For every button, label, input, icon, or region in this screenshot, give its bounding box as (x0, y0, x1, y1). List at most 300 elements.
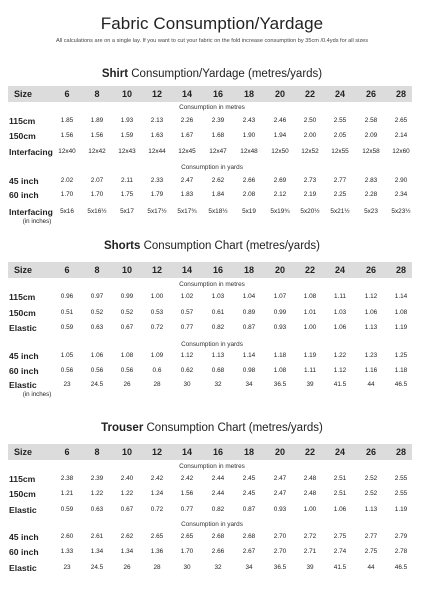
row-label-text: 45 inch (9, 176, 39, 186)
metres-value-cell: 0.87 (242, 506, 256, 513)
yards-value-cell: 2.75 (364, 548, 378, 555)
row-label-text: Interfacing (9, 147, 53, 157)
metres-value-cell: 0.97 (90, 293, 104, 300)
metres-value-cell: 1.04 (242, 293, 256, 300)
section-title-rest: Consumption Chart (metres/yards) (140, 240, 320, 252)
size-header-cell: 6 (64, 265, 70, 275)
yards-value-cell: 34 (245, 564, 253, 571)
yards-value-cell: 1.16 (364, 367, 378, 374)
size-header-cell: 12 (151, 265, 162, 275)
size-header-cell: 24 (334, 265, 345, 275)
size-header-cell: 18 (243, 265, 254, 275)
yards-value-cell: 1.18 (273, 352, 287, 359)
yards-value-cell: 1.13 (211, 352, 225, 359)
metres-value-cell: 2.55 (394, 490, 408, 497)
row-label-text: 60 inch (9, 190, 39, 200)
size-header-label: Size (14, 89, 33, 99)
yards-value-cell: 23 (63, 381, 71, 388)
size-header-cell: 24 (334, 89, 345, 99)
metres-value-cell: 0.63 (90, 506, 104, 513)
yards-value-cell: 26 (123, 564, 131, 571)
metres-value-cell: 2.48 (303, 475, 317, 482)
size-header-cell: 16 (212, 265, 223, 275)
metres-value-cell: 0.93 (273, 324, 287, 331)
yards-value-cell: 2.12 (273, 191, 287, 198)
metres-value-cell: 1.12 (364, 293, 378, 300)
metres-value-cell: 12x45 (178, 148, 196, 155)
metres-value-cell: 2.09 (364, 132, 378, 139)
section-title (0, 422, 424, 434)
metres-value-cell: 1.93 (120, 117, 134, 124)
metres-value-cell: 12x52 (301, 148, 319, 155)
size-header-cell: 14 (181, 447, 192, 457)
metres-row-label (9, 474, 35, 484)
metres-value-cell: 1.00 (150, 293, 164, 300)
metres-value-cell: 2.05 (333, 132, 347, 139)
size-header-label: Size (14, 265, 33, 275)
size-header-cell: 8 (94, 89, 100, 99)
metres-row-label (9, 308, 36, 318)
size-header-cell: 20 (274, 89, 285, 99)
yards-value-cell: 1.79 (150, 191, 164, 198)
metres-value-cell: 2.46 (273, 117, 287, 124)
metres-value-cell: 1.67 (180, 132, 194, 139)
fold-note: All calculations are on a single lay. If you want to cut your fabric on the fold increase consumption by 35cm /0.4yds for all sizes (55, 38, 369, 44)
yards-value-cell: 2.28 (364, 191, 378, 198)
metres-row-label (9, 505, 37, 515)
yards-value-cell: 1.70 (90, 191, 104, 198)
yards-row-label (9, 176, 39, 186)
yards-value-cell: 2.65 (150, 533, 164, 540)
metres-value-cell: 0.93 (273, 506, 287, 513)
yards-row-label (9, 547, 39, 557)
yards-value-cell: 2.68 (211, 533, 225, 540)
metres-value-cell: 2.51 (333, 475, 347, 482)
yards-value-cell: 46.5 (394, 564, 408, 571)
metres-value-cell: 2.52 (364, 490, 378, 497)
metres-value-cell: 1.19 (394, 506, 408, 513)
metres-value-cell: 0.59 (60, 324, 74, 331)
metres-value-cell: 0.57 (180, 309, 194, 316)
yards-caption: Consumption in yards (181, 521, 243, 528)
size-header-cell: 26 (365, 265, 376, 275)
size-header-cell: 14 (181, 265, 192, 275)
metres-value-cell: 1.00 (303, 506, 317, 513)
yards-value-cell: 23 (63, 564, 71, 571)
metres-value-cell: 1.14 (394, 293, 408, 300)
yards-value-cell: 1.22 (333, 352, 347, 359)
size-header-cell: 18 (243, 89, 254, 99)
yards-value-cell: 5x16½ (87, 208, 107, 215)
yards-value-cell: 30 (183, 564, 191, 571)
yards-value-cell: 0.56 (120, 367, 134, 374)
size-header-cell: 14 (181, 89, 192, 99)
row-label-text: Elastic (9, 563, 37, 573)
yards-value-cell: 5x21½ (330, 208, 350, 215)
metres-value-cell: 2.44 (211, 490, 225, 497)
yards-value-cell: 1.18 (394, 367, 408, 374)
metres-row-label (9, 323, 37, 333)
yards-value-cell: 2.62 (211, 177, 225, 184)
metres-value-cell: 2.47 (273, 490, 287, 497)
metres-value-cell: 2.14 (394, 132, 408, 139)
section-title-bold: Shorts (103, 240, 141, 252)
metres-value-cell: 2.38 (60, 475, 74, 482)
metres-value-cell: 0.99 (120, 293, 134, 300)
yards-value-cell: 5x19 (242, 208, 256, 215)
yards-value-cell: 2.90 (394, 177, 408, 184)
metres-value-cell: 12x44 (148, 148, 166, 155)
yards-value-cell: 32 (214, 564, 222, 571)
metres-value-cell: 2.13 (150, 117, 164, 124)
metres-value-cell: 2.39 (211, 117, 225, 124)
metres-value-cell: 2.52 (364, 475, 378, 482)
yards-value-cell: 2.47 (180, 177, 194, 184)
metres-value-cell: 2.47 (273, 475, 287, 482)
metres-value-cell: 2.55 (333, 117, 347, 124)
metres-value-cell: 1.13 (364, 324, 378, 331)
yards-value-cell: 2.70 (273, 533, 287, 540)
metres-value-cell: 2.43 (242, 117, 256, 124)
metres-value-cell: 2.58 (364, 117, 378, 124)
metres-row-label (9, 131, 36, 141)
metres-value-cell: 1.59 (120, 132, 134, 139)
yards-value-cell: 1.70 (180, 548, 194, 555)
metres-value-cell: 1.06 (333, 324, 347, 331)
yards-row-label (9, 563, 37, 573)
metres-value-cell: 0.61 (211, 309, 225, 316)
yards-value-cell: 1.09 (150, 352, 164, 359)
metres-value-cell: 0.52 (120, 309, 134, 316)
metres-value-cell: 0.52 (90, 309, 104, 316)
yards-value-cell: 5x17¾ (177, 208, 197, 215)
metres-value-cell: 1.06 (333, 506, 347, 513)
yards-value-cell: 2.73 (303, 177, 317, 184)
yards-value-cell: 34 (245, 381, 253, 388)
metres-value-cell: 12x42 (88, 148, 106, 155)
yards-value-cell: 1.25 (394, 352, 408, 359)
metres-value-cell: 2.51 (333, 490, 347, 497)
size-header-label: Size (14, 447, 33, 457)
size-header-cell: 8 (94, 265, 100, 275)
yards-value-cell: 2.78 (394, 548, 408, 555)
size-header-cell: 26 (365, 89, 376, 99)
metres-value-cell: 2.39 (90, 475, 104, 482)
section-title-bold: Shirt (101, 68, 129, 80)
metres-value-cell: 2.45 (242, 475, 256, 482)
yards-value-cell: 41.5 (333, 381, 347, 388)
yards-value-cell: 1.34 (120, 548, 134, 555)
section-title-rest: Consumption/Yardage (metres/yards) (128, 68, 323, 80)
size-header-cell: 22 (304, 89, 315, 99)
metres-value-cell: 12x60 (392, 148, 410, 155)
metres-value-cell: 1.19 (394, 324, 408, 331)
yards-value-cell: 2.60 (60, 533, 74, 540)
yards-value-cell: 2.08 (242, 191, 256, 198)
yards-value-cell: 2.07 (90, 177, 104, 184)
metres-value-cell: 12x48 (240, 148, 258, 155)
size-header-cell: 18 (243, 447, 254, 457)
yards-value-cell: 2.02 (60, 177, 74, 184)
row-label-text: Elastic (9, 505, 37, 515)
yards-value-cell: 2.77 (333, 177, 347, 184)
yards-value-cell: 2.79 (394, 533, 408, 540)
metres-value-cell: 1.89 (90, 117, 104, 124)
metres-value-cell: 0.67 (120, 324, 134, 331)
yards-caption: Consumption in yards (181, 341, 243, 348)
metres-value-cell: 2.44 (211, 475, 225, 482)
yards-value-cell: 39 (306, 564, 314, 571)
metres-value-cell: 0.96 (60, 293, 74, 300)
size-header-cell: 6 (64, 89, 70, 99)
metres-value-cell: 1.21 (60, 490, 74, 497)
metres-caption: Consumption in metres (179, 463, 245, 470)
metres-value-cell: 1.22 (120, 490, 134, 497)
section-title (0, 68, 424, 80)
section-title-rest: Consumption Chart (metres/yards) (143, 422, 323, 434)
yards-value-cell: 24.5 (90, 381, 104, 388)
metres-value-cell: 1.08 (303, 293, 317, 300)
section-title-bold: Trouser (101, 422, 144, 434)
yards-value-cell: 2.34 (394, 191, 408, 198)
metres-value-cell: 0.59 (60, 506, 74, 513)
row-label-text: 60 inch (9, 366, 39, 376)
metres-row-label (9, 489, 36, 499)
yards-value-cell: 44 (367, 381, 375, 388)
yards-value-cell: 39 (306, 381, 314, 388)
metres-value-cell: 1.90 (242, 132, 256, 139)
size-header-cell: 26 (365, 447, 376, 457)
metres-value-cell: 1.85 (60, 117, 74, 124)
yards-value-cell: 2.33 (150, 177, 164, 184)
metres-value-cell: 1.02 (180, 293, 194, 300)
metres-value-cell: 2.65 (394, 117, 408, 124)
yards-value-cell: 5x17½ (147, 208, 167, 215)
yards-value-cell: 1.11 (304, 367, 316, 374)
metres-value-cell: 0.67 (120, 506, 134, 513)
size-header-cell: 16 (212, 89, 223, 99)
metres-value-cell: 12x58 (362, 148, 380, 155)
row-label-sub: (in inches) (22, 391, 52, 398)
metres-value-cell: 2.42 (180, 475, 194, 482)
size-header-cell: 28 (395, 89, 406, 99)
yards-value-cell: 1.34 (90, 548, 104, 555)
metres-value-cell: 2.26 (180, 117, 194, 124)
yards-value-cell: 1.12 (180, 352, 194, 359)
metres-value-cell: 2.00 (303, 132, 317, 139)
yards-value-cell: 2.71 (303, 548, 317, 555)
size-header-cell: 20 (274, 265, 285, 275)
metres-value-cell: 0.82 (211, 506, 225, 513)
metres-value-cell: 1.68 (211, 132, 225, 139)
yards-value-cell: 1.19 (303, 352, 317, 359)
metres-value-cell: 1.11 (334, 293, 346, 300)
row-label-text: 150cm (9, 489, 36, 499)
yards-value-cell: 0.56 (90, 367, 104, 374)
metres-row-label (9, 292, 35, 302)
metres-value-cell: 2.40 (120, 475, 134, 482)
metres-value-cell: 12x47 (209, 148, 227, 155)
metres-value-cell: 0.53 (150, 309, 164, 316)
metres-value-cell: 1.22 (90, 490, 104, 497)
yards-value-cell: 0.56 (60, 367, 74, 374)
yards-value-cell: 2.75 (333, 533, 347, 540)
yards-value-cell: 28 (153, 564, 161, 571)
row-label-text: 115cm (9, 116, 36, 126)
size-header-cell: 28 (395, 265, 406, 275)
size-header-cell: 20 (274, 447, 285, 457)
metres-value-cell: 0.87 (242, 324, 256, 331)
yards-value-cell: 5x19¾ (270, 208, 290, 215)
metres-row-label (9, 147, 53, 157)
size-header-cell: 12 (151, 447, 162, 457)
size-header-cell: 6 (64, 447, 70, 457)
yards-value-cell: 5x17 (120, 208, 134, 215)
yards-value-cell: 1.08 (120, 352, 134, 359)
yards-value-cell: 1.84 (211, 191, 225, 198)
yards-value-cell: 36.5 (273, 564, 287, 571)
metres-value-cell: 12x55 (331, 148, 349, 155)
size-header-cell: 10 (121, 447, 132, 457)
size-header-cell: 22 (304, 265, 315, 275)
yards-value-cell: 1.70 (60, 191, 74, 198)
yards-value-cell: 0.68 (211, 367, 225, 374)
metres-value-cell: 1.08 (394, 309, 408, 316)
yards-value-cell: 5x16 (60, 208, 74, 215)
yards-value-cell: 1.12 (333, 367, 347, 374)
row-label-sub: (in inches) (22, 218, 52, 225)
size-header-cell: 8 (94, 447, 100, 457)
size-header-row (8, 444, 412, 460)
yards-value-cell: 1.36 (150, 548, 164, 555)
yards-value-cell: 0.6 (152, 367, 162, 374)
yards-value-cell: 24.5 (90, 564, 104, 571)
metres-value-cell: 1.07 (273, 293, 287, 300)
yards-row-label (9, 532, 39, 542)
yards-value-cell: 2.83 (364, 177, 378, 184)
yards-value-cell: 2.74 (333, 548, 347, 555)
metres-value-cell: 0.63 (90, 324, 104, 331)
yards-value-cell: 44 (367, 564, 375, 571)
yards-value-cell: 2.68 (242, 533, 256, 540)
row-label-text: 115cm (9, 292, 36, 302)
size-header-cell: 10 (121, 89, 132, 99)
size-header-cell: 28 (395, 447, 406, 457)
row-label-text: 150cm (9, 131, 36, 141)
metres-value-cell: 0.82 (211, 324, 225, 331)
row-label-text: Interfacing (9, 207, 53, 217)
yards-value-cell: 5x23 (364, 208, 378, 215)
yards-value-cell: 36.5 (273, 381, 287, 388)
yards-value-cell: 5x20½ (300, 208, 320, 215)
yards-row-label (9, 366, 39, 376)
metres-value-cell: 2.42 (150, 475, 164, 482)
metres-caption: Consumption in metres (179, 104, 245, 111)
metres-value-cell: 1.56 (90, 132, 104, 139)
row-label-text: Elastic (9, 380, 37, 390)
size-header-row (8, 262, 412, 278)
row-label-text: 60 inch (9, 547, 39, 557)
yards-value-cell: 2.67 (242, 548, 256, 555)
size-header-cell: 10 (121, 265, 132, 275)
yards-value-cell: 2.66 (242, 177, 256, 184)
yards-value-cell: 1.05 (60, 352, 74, 359)
yards-value-cell: 2.19 (303, 191, 317, 198)
yards-value-cell: 1.14 (242, 352, 256, 359)
yards-value-cell: 41.5 (333, 564, 347, 571)
yards-value-cell: 1.33 (60, 548, 74, 555)
yards-value-cell: 1.06 (90, 352, 104, 359)
metres-value-cell: 1.03 (211, 293, 225, 300)
metres-value-cell: 0.72 (150, 506, 164, 513)
yards-value-cell: 5x23½ (391, 208, 411, 215)
yards-row-label (9, 190, 39, 200)
metres-value-cell: 12x40 (58, 148, 76, 155)
metres-value-cell: 0.51 (60, 309, 74, 316)
metres-value-cell: 1.06 (364, 309, 378, 316)
yards-value-cell: 2.72 (303, 533, 317, 540)
yards-value-cell: 26 (123, 381, 131, 388)
metres-value-cell: 0.72 (150, 324, 164, 331)
row-label-text: 115cm (9, 474, 36, 484)
metres-value-cell: 1.00 (303, 324, 317, 331)
size-header-cell: 24 (334, 447, 345, 457)
metres-value-cell: 0.77 (180, 324, 194, 331)
yards-value-cell: 0.62 (180, 367, 194, 374)
page-title: Fabric Consumption/Yardage (100, 14, 324, 33)
metres-value-cell: 0.99 (273, 309, 287, 316)
yards-value-cell: 1.83 (180, 191, 194, 198)
metres-value-cell: 1.94 (273, 132, 287, 139)
metres-value-cell: 2.55 (394, 475, 408, 482)
size-header-cell: 16 (212, 447, 223, 457)
yards-value-cell: 0.98 (242, 367, 256, 374)
yards-value-cell: 46.5 (394, 381, 408, 388)
metres-value-cell: 12x43 (118, 148, 136, 155)
yards-value-cell: 30 (183, 381, 191, 388)
yards-value-cell: 2.25 (333, 191, 347, 198)
metres-value-cell: 1.01 (303, 309, 317, 316)
yards-value-cell: 2.61 (90, 533, 104, 540)
metres-value-cell: 2.50 (303, 117, 317, 124)
size-header-cell: 22 (304, 447, 315, 457)
yards-value-cell: 1.08 (273, 367, 287, 374)
metres-value-cell: 2.48 (303, 490, 317, 497)
row-label-text: Elastic (9, 323, 37, 333)
yards-value-cell: 2.66 (211, 548, 225, 555)
section-title (0, 240, 424, 252)
metres-row-label (9, 116, 35, 126)
yards-value-cell: 2.62 (120, 533, 134, 540)
yards-value-cell: 1.75 (120, 191, 134, 198)
yards-value-cell: 2.11 (121, 177, 133, 184)
yards-value-cell: 32 (214, 381, 222, 388)
yards-value-cell: 2.70 (273, 548, 287, 555)
metres-value-cell: 1.63 (150, 132, 164, 139)
metres-value-cell: 1.56 (60, 132, 74, 139)
metres-value-cell: 12x50 (271, 148, 289, 155)
row-label-text: 150cm (9, 308, 36, 318)
row-label-text: 45 inch (9, 351, 39, 361)
yards-value-cell: 1.23 (364, 352, 378, 359)
yards-value-cell: 2.65 (180, 533, 194, 540)
yards-row-label (9, 351, 39, 361)
metres-value-cell: 0.89 (242, 309, 256, 316)
row-label-text: 45 inch (9, 532, 39, 542)
size-header-row (8, 86, 412, 102)
metres-value-cell: 1.03 (333, 309, 347, 316)
size-header-cell: 12 (151, 89, 162, 99)
